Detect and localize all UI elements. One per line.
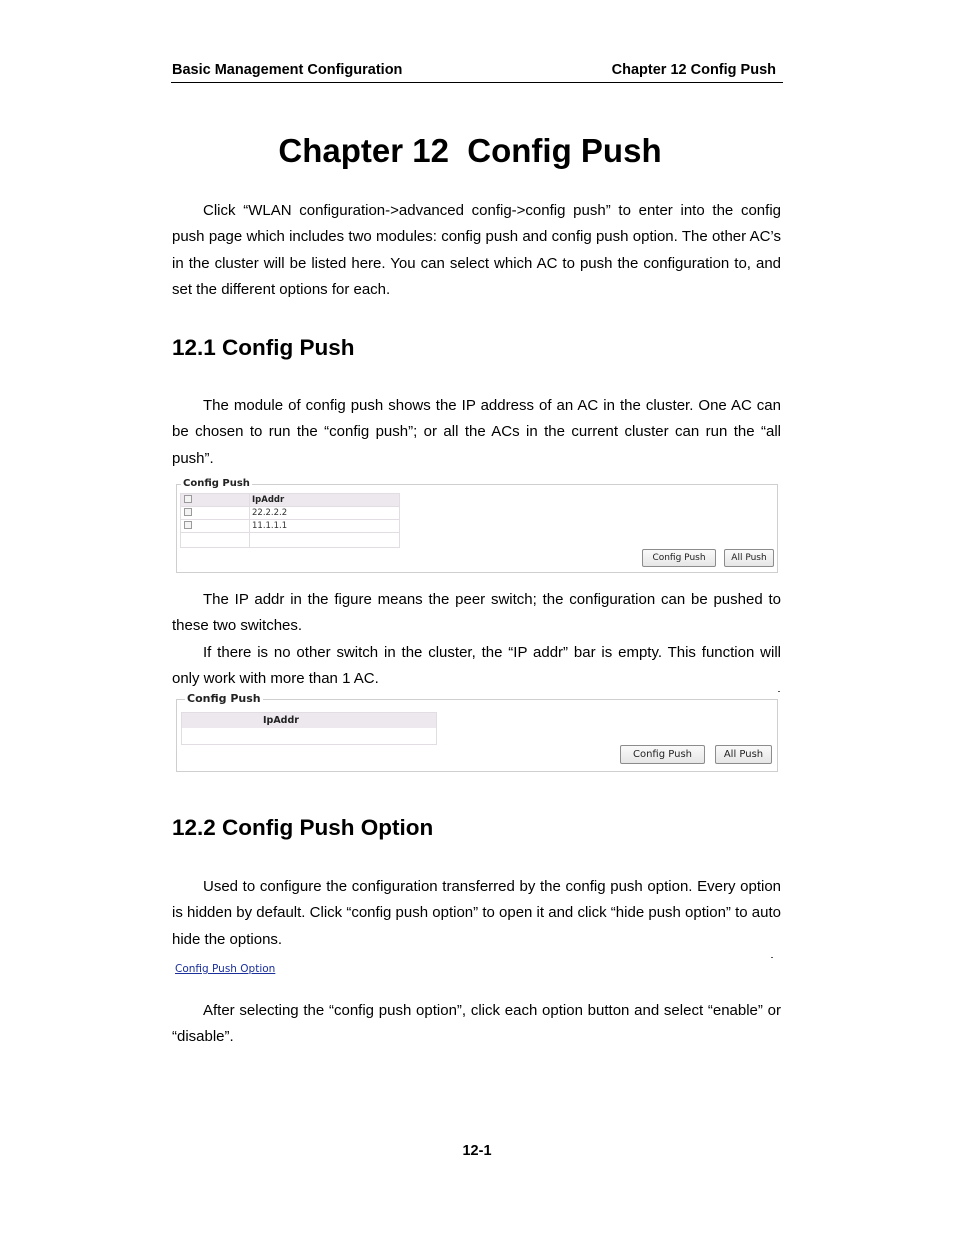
running-header-left: Basic Management Configuration — [172, 62, 403, 78]
empty-cell — [250, 533, 400, 548]
stray-dot — [771, 957, 773, 958]
page-number: 12-1 — [462, 1143, 492, 1159]
table-header-row — [181, 494, 400, 507]
chapter-title: Chapter 12 Config Push — [278, 132, 662, 169]
config-push-option-link[interactable]: Config Push Option — [175, 963, 276, 975]
section2-para1-text: Used to configure the configuration transferred by the config push option. Every option is hidden by default. Click “config push option” to open it and click “hide push option” to auto hide the options. — [172, 878, 781, 948]
table-empty-row — [181, 533, 400, 548]
ipaddr-table — [180, 493, 400, 548]
stray-dot — [778, 691, 780, 692]
config-push-legend: Config Push — [187, 692, 261, 705]
config-push-panel-2 — [176, 692, 778, 772]
intro-paragraph — [172, 198, 781, 303]
header-rule — [171, 82, 783, 83]
select-column-header — [181, 494, 250, 507]
row-select-cell — [181, 507, 250, 520]
select-all-checkbox[interactable] — [184, 495, 192, 503]
section1-paragraph-1 — [172, 393, 781, 472]
config-push-button[interactable]: Config Push — [642, 549, 716, 567]
section1-para3-text: If there is no other switch in the cluster, the “IP addr” bar is empty. This function will only work with more than 1 AC. — [172, 644, 781, 688]
running-header-right: Chapter 12 Config Push — [611, 62, 776, 78]
ipaddr-cell: 11.1.1.1 — [250, 520, 400, 533]
ipaddr-column-header: IpAddr — [182, 713, 436, 728]
section1-para2-text: The IP addr in the figure means the peer switch; the configuration can be pushed to these two switches. — [172, 591, 781, 635]
config-push-button[interactable]: Config Push — [620, 745, 705, 764]
section-heading-12-1: 12.1 Config Push — [172, 335, 355, 360]
section1-paragraph-3 — [172, 640, 781, 693]
row-checkbox[interactable] — [184, 508, 192, 516]
section1-para1-text: The module of config push shows the IP address of an AC in the cluster. One AC can be chosen to run the “config push”; or all the ACs in the current cluster can run the “all push”. — [172, 397, 781, 467]
ipaddr-column-header: IpAddr — [250, 494, 400, 507]
section2-paragraph-2 — [172, 998, 781, 1051]
section2-para2-text: After selecting the “config push option”, click each option button and select “enable” or “disable”. — [172, 1002, 781, 1046]
table-row — [181, 507, 400, 520]
config-push-panel-1 — [176, 478, 778, 573]
empty-ipaddr-table — [181, 712, 437, 745]
section1-paragraph-2 — [172, 587, 781, 640]
row-checkbox[interactable] — [184, 521, 192, 529]
table-row — [181, 520, 400, 533]
config-push-legend: Config Push — [183, 478, 250, 489]
all-push-button[interactable]: All Push — [715, 745, 772, 764]
section-heading-12-2: 12.2 Config Push Option — [172, 815, 434, 840]
section2-paragraph-1 — [172, 874, 781, 953]
row-select-cell — [181, 520, 250, 533]
intro-text: Click “WLAN configuration->advanced config->config push” to enter into the config push page which includes two modules: config push and config push option. The other AC’s in the cluster will be listed here. You can select which AC to push the configuration to, and set the different options for each. — [172, 202, 781, 298]
ipaddr-cell: 22.2.2.2 — [250, 507, 400, 520]
all-push-button[interactable]: All Push — [724, 549, 774, 567]
empty-cell — [181, 533, 250, 548]
